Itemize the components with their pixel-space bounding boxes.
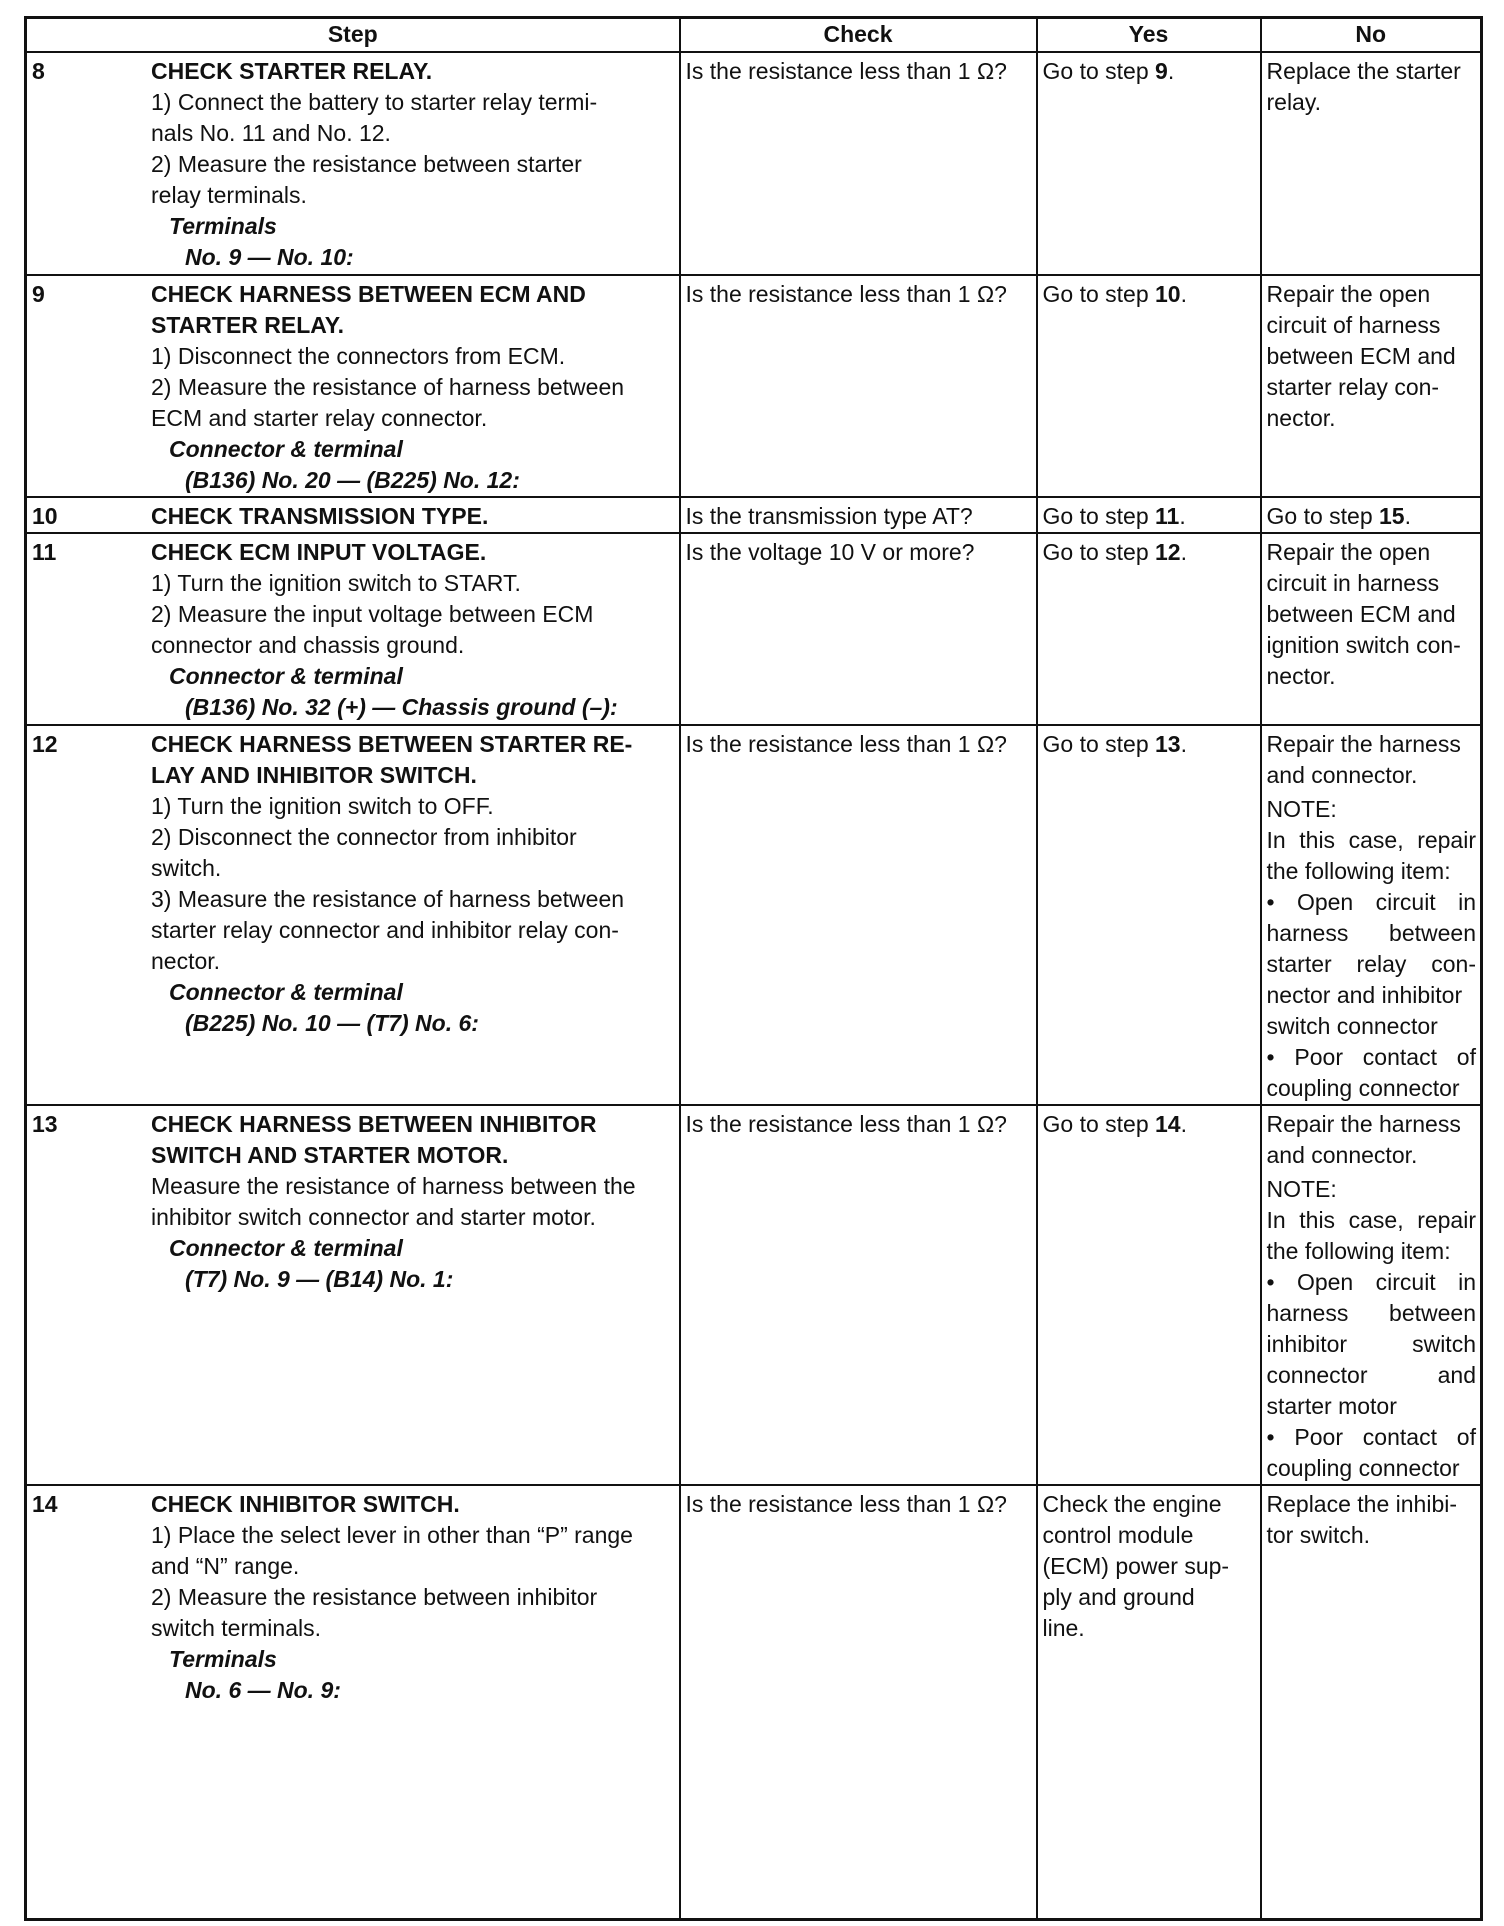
yes-step-link: 9: [1155, 57, 1168, 84]
note-line: coupling connector: [1266, 1454, 1460, 1481]
yes-prefix: Go to step: [1042, 57, 1156, 84]
step-text-line: 2) Measure the input voltage between ECM: [151, 600, 594, 627]
step-text-line: 2) Disconnect the connector from inhibitor: [151, 823, 577, 850]
no-text-line: nector.: [1266, 662, 1336, 689]
table-header-row: [26, 18, 1482, 52]
no-cell: [1261, 52, 1482, 275]
no-cell: [1261, 725, 1482, 1105]
spec-label: Connector & terminal: [169, 1234, 403, 1261]
header-check: Check: [680, 18, 1037, 52]
note-line: the following item:: [1266, 857, 1451, 884]
no-text-line: nector.: [1266, 404, 1336, 431]
header-step: Step: [26, 18, 680, 52]
no-text-line: tor switch.: [1266, 1521, 1371, 1548]
yes-prefix: Go to step: [1042, 538, 1156, 565]
spec-label: Terminals: [169, 212, 277, 239]
no-suffix: .: [1404, 502, 1411, 529]
step-title: CHECK HARNESS BETWEEN INHIBITOR: [151, 1110, 597, 1137]
step-number: 10: [32, 502, 58, 529]
note-line: • Open circuit in: [1266, 888, 1476, 915]
step-text-line: connector and chassis ground.: [151, 631, 465, 658]
step-title: SWITCH AND STARTER MOTOR.: [151, 1141, 509, 1168]
step-text-line: 3) Measure the resistance of harness between: [151, 885, 625, 912]
yes-cell: [1037, 1105, 1261, 1485]
no-cell: [1261, 1485, 1482, 1920]
no-text-line: and connector.: [1266, 761, 1418, 788]
no-prefix: Go to step: [1266, 502, 1380, 529]
note-line: In this case, repair: [1266, 1206, 1476, 1233]
spec-value: (T7) No. 9 — (B14) No. 1:: [185, 1265, 454, 1292]
spec-value: No. 9 — No. 10:: [185, 243, 354, 270]
yes-step-link: 12: [1155, 538, 1181, 565]
step-text-line: and “N” range.: [151, 1552, 300, 1579]
spec-label: Connector & terminal: [169, 978, 403, 1005]
yes-prefix: Go to step: [1042, 502, 1156, 529]
no-text-line: Repair the open: [1266, 280, 1431, 307]
step-text-line: 2) Measure the resistance between starter: [151, 150, 582, 177]
header-no: No: [1261, 18, 1482, 52]
step-cell: [26, 1105, 680, 1485]
yes-cell: [1037, 275, 1261, 497]
note-line: • Open circuit in: [1266, 1268, 1476, 1295]
diagnostic-table: [24, 16, 1483, 1921]
step-cell: [26, 1485, 680, 1920]
note-line: In this case, repair: [1266, 826, 1476, 853]
table-row: [26, 52, 1482, 275]
step-number: 11: [32, 538, 57, 565]
yes-cell: [1037, 533, 1261, 725]
yes-prefix: Go to step: [1042, 280, 1156, 307]
no-text-line: Repair the open: [1266, 538, 1431, 565]
step-text-line: 1) Turn the ignition switch to OFF.: [151, 792, 494, 819]
step-cell: [26, 533, 680, 725]
note-line: connector and: [1266, 1361, 1476, 1388]
check-cell: Is the voltage 10 V or more?: [680, 533, 1037, 725]
spec-value: (B136) No. 20 — (B225) No. 12:: [185, 466, 520, 493]
step-number: 9: [32, 280, 45, 307]
note-line: • Poor contact of: [1266, 1423, 1476, 1450]
yes-cell: [1037, 725, 1261, 1105]
spec-value: No. 6 — No. 9:: [185, 1676, 341, 1703]
step-text-line: switch terminals.: [151, 1614, 321, 1641]
no-cell: [1261, 1105, 1482, 1485]
check-cell: Is the resistance less than 1 Ω?: [680, 1485, 1037, 1920]
step-text-line: 2) Measure the resistance of harness between: [151, 373, 625, 400]
yes-text-line: control module: [1042, 1521, 1194, 1548]
table-row: [26, 725, 1482, 1105]
note-line: starter relay con-: [1266, 950, 1476, 977]
note-line: harness between: [1266, 1299, 1476, 1326]
note-line: the following item:: [1266, 1237, 1451, 1264]
step-title: CHECK HARNESS BETWEEN ECM AND: [151, 280, 586, 307]
yes-suffix: .: [1167, 57, 1175, 84]
table-row: [26, 497, 1482, 533]
no-text-line: Repair the harness: [1266, 1110, 1461, 1137]
note-line: switch connector: [1266, 1012, 1438, 1039]
note-line: harness between: [1266, 919, 1476, 946]
yes-prefix: Go to step: [1042, 730, 1156, 757]
yes-suffix: .: [1180, 280, 1187, 307]
table-row: [26, 1485, 1482, 1920]
yes-prefix: Go to step: [1042, 1110, 1156, 1137]
no-text-line: between ECM and: [1266, 600, 1456, 627]
yes-cell: [1037, 497, 1261, 533]
yes-step-link: 10: [1155, 280, 1181, 307]
check-cell: Is the resistance less than 1 Ω?: [680, 725, 1037, 1105]
spec-label: Connector & terminal: [169, 662, 403, 689]
no-text-line: Replace the starter: [1266, 57, 1461, 84]
spec-label: Connector & terminal: [169, 435, 403, 462]
no-cell: [1261, 275, 1482, 497]
check-cell: Is the transmission type AT?: [680, 497, 1037, 533]
step-title: CHECK ECM INPUT VOLTAGE.: [151, 538, 487, 565]
no-text-line: relay.: [1266, 88, 1322, 115]
no-text-line: and connector.: [1266, 1141, 1418, 1168]
step-text-line: ECM and starter relay connector.: [151, 404, 488, 431]
step-text-line: 2) Measure the resistance between inhibitor: [151, 1583, 598, 1610]
no-cell: [1261, 497, 1482, 533]
spec-value: (B225) No. 10 — (T7) No. 6:: [185, 1009, 479, 1036]
step-title: LAY AND INHIBITOR SWITCH.: [151, 761, 477, 788]
step-text-line: relay terminals.: [151, 181, 307, 208]
step-cell: [26, 497, 680, 533]
no-step-link: 15: [1379, 502, 1405, 529]
note-line: coupling connector: [1266, 1074, 1460, 1101]
check-cell: Is the resistance less than 1 Ω?: [680, 275, 1037, 497]
step-text-line: nals No. 11 and No. 12.: [151, 119, 391, 146]
spec-value: (B136) No. 32 (+) — Chassis ground (–):: [185, 693, 618, 720]
step-number: 14: [32, 1490, 58, 1517]
step-text-line: 1) Turn the ignition switch to START.: [151, 569, 521, 596]
step-number: 13: [32, 1110, 58, 1137]
no-text-line: ignition switch con-: [1266, 631, 1461, 658]
step-text-line: 1) Disconnect the connectors from ECM.: [151, 342, 566, 369]
step-cell: [26, 725, 680, 1105]
spec-label: Terminals: [169, 1645, 277, 1672]
yes-text-line: line.: [1042, 1614, 1085, 1641]
step-number: 8: [32, 57, 45, 84]
no-text-line: between ECM and: [1266, 342, 1456, 369]
step-title: STARTER RELAY.: [151, 311, 344, 338]
step-title: CHECK HARNESS BETWEEN STARTER RE-: [151, 730, 633, 757]
note-label: NOTE:: [1266, 795, 1337, 822]
step-cell: [26, 52, 680, 275]
yes-suffix: .: [1180, 1110, 1187, 1137]
step-text-line: 1) Connect the battery to starter relay termi-: [151, 88, 598, 115]
yes-suffix: .: [1180, 730, 1187, 757]
yes-cell: [1037, 52, 1261, 275]
step-text-line: switch.: [151, 854, 222, 881]
yes-text-line: (ECM) power sup-: [1042, 1552, 1230, 1579]
yes-step-link: 11: [1155, 502, 1180, 529]
no-cell: [1261, 533, 1482, 725]
yes-text-line: ply and ground: [1042, 1583, 1195, 1610]
no-text-line: Replace the inhibi-: [1266, 1490, 1458, 1517]
note-label: NOTE:: [1266, 1175, 1337, 1202]
yes-text-line: Check the engine: [1042, 1490, 1222, 1517]
step-text-line: starter relay connector and inhibitor relay con-: [151, 916, 619, 943]
check-cell: Is the resistance less than 1 Ω?: [680, 52, 1037, 275]
step-cell: [26, 275, 680, 497]
note-line: starter motor: [1266, 1392, 1397, 1419]
yes-step-link: 14: [1155, 1110, 1181, 1137]
yes-step-link: 13: [1155, 730, 1181, 757]
step-text-line: inhibitor switch connector and starter motor.: [151, 1203, 596, 1230]
yes-suffix: .: [1180, 538, 1187, 565]
table-row: [26, 1105, 1482, 1485]
yes-suffix: .: [1179, 502, 1186, 529]
yes-cell: [1037, 1485, 1261, 1920]
header-yes: Yes: [1037, 18, 1261, 52]
note-line: nector and inhibitor: [1266, 981, 1463, 1008]
step-number: 12: [32, 730, 58, 757]
no-text-line: circuit in harness: [1266, 569, 1440, 596]
note-line: inhibitor switch: [1266, 1330, 1476, 1357]
note-line: • Poor contact of: [1266, 1043, 1476, 1070]
step-text-line: Measure the resistance of harness between the: [151, 1172, 636, 1199]
step-title: CHECK STARTER RELAY.: [151, 57, 433, 84]
check-cell: Is the resistance less than 1 Ω?: [680, 1105, 1037, 1485]
no-text-line: starter relay con-: [1266, 373, 1440, 400]
no-text-line: circuit of harness: [1266, 311, 1441, 338]
step-title: CHECK TRANSMISSION TYPE.: [151, 502, 489, 529]
step-text-line: 1) Place the select lever in other than “P” range: [151, 1521, 633, 1548]
step-title: CHECK INHIBITOR SWITCH.: [151, 1490, 460, 1517]
table-row: [26, 533, 1482, 725]
step-text-line: nector.: [151, 947, 221, 974]
no-text-line: Repair the harness: [1266, 730, 1461, 757]
table-row: [26, 275, 1482, 497]
